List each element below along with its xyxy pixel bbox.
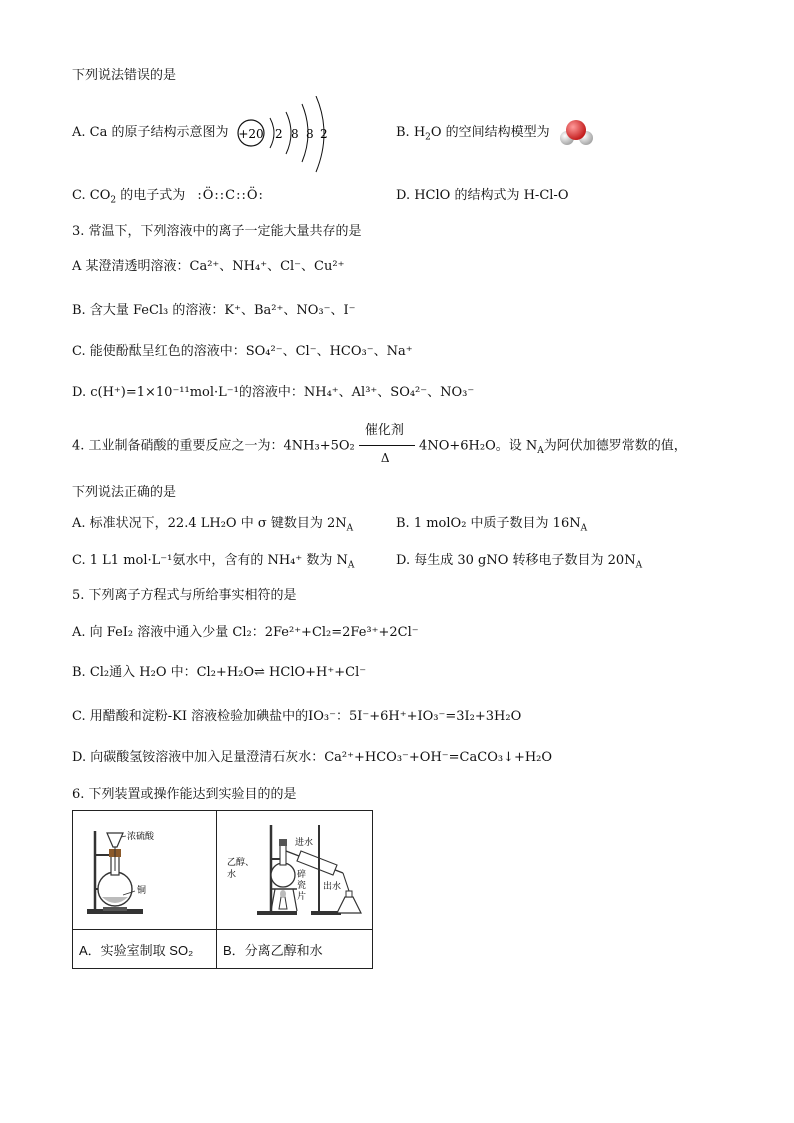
q4-stem: 4. 工业制备硝酸的重要反应之一为：4NH₃+5O₂ 催化剂 Δ 4NO+6H₂O。设 $N_A$为阿伏加德罗常数的值，	[72, 422, 687, 465]
nucleus-charge: +20	[238, 127, 264, 141]
shell-3: 8	[306, 127, 314, 141]
label-ethanol: 乙醇、	[227, 858, 255, 868]
label-broken-porcelain-3: 片	[297, 892, 307, 902]
apparatus-a-cell	[73, 811, 217, 930]
q3-option-d: D. c(H⁺)=1×10⁻¹¹mol·L⁻¹的溶液中：NH₄⁺、Al³⁺、SO₄²⁻、NO₃⁻	[72, 385, 475, 400]
shell-4: 2	[320, 127, 328, 141]
q5-stem: 5. 下列离子方程式与所给事实相符的是	[72, 588, 297, 603]
label-water: 水	[227, 870, 237, 880]
q4-option-c: C. 1 L1 mol·L⁻¹氨水中，含有的 NH₄⁺ 数为 $N_A$	[72, 553, 355, 571]
distillation-apparatus	[217, 811, 372, 925]
q2-option-b: B. $H_2O$ 的空间结构模型为	[396, 125, 550, 143]
q2-option-c: C. $CO_2$ 的电子式为 :Ö::C::Ö:	[72, 188, 264, 206]
q2-option-a-text: A. Ca 的原子结构示意图为	[72, 125, 229, 140]
shell-2: 8	[291, 127, 299, 141]
label-water-out: 出水	[323, 882, 342, 892]
q4-stem-2: 下列说法正确的是	[72, 485, 177, 500]
label-water-in: 进水	[295, 838, 314, 848]
water-molecule-model-icon	[558, 118, 594, 148]
q3-option-c: C. 能使酚酞呈红色的溶液中：SO₄²⁻、Cl⁻、HCO₃⁻、Na⁺	[72, 344, 413, 359]
q2-option-a	[72, 124, 228, 142]
q3-option-a: A 某澄清透明溶液：Ca²⁺、NH₄⁺、Cl⁻、Cu²⁺	[72, 259, 345, 274]
label-copper: 铜	[137, 886, 147, 896]
caption-a: A．实验室制取 SO₂	[73, 930, 217, 969]
apparatus-b-cell	[217, 811, 373, 930]
label-broken-porcelain-2: 瓷	[297, 881, 307, 891]
so2-generation-apparatus	[73, 811, 216, 925]
label-broken-porcelain-1: 碎	[297, 870, 307, 880]
q5-option-d: D. 向碳酸氢铵溶液中加入足量澄清石灰水：Ca²⁺+HCO₃⁻+OH⁻=CaCO₃↓+H₂O	[72, 750, 553, 765]
q5-option-a: A. 向 FeI₂ 溶液中通入少量 Cl₂：2Fe²⁺+Cl₂=2Fe³⁺+2Cl⁻	[72, 625, 419, 640]
shell-1: 2	[275, 127, 283, 141]
label-conc-sulfuric-acid: 浓硫酸	[127, 832, 155, 842]
q6-stem: 6. 下列装置或操作能达到实验目的的是	[72, 787, 297, 802]
q4-option-a: A. 标准状况下，22.4 LH₂O 中 σ 键数目为 $2N_A$	[72, 516, 354, 534]
q4-option-d: D. 每生成 30 gNO 转移电子数目为 $20N_A$	[396, 553, 643, 571]
q5-option-b: B. Cl₂通入 H₂O 中：Cl₂+H₂O⇌ HClO+H⁺+Cl⁻	[72, 665, 367, 680]
ca-atom-structure-diagram	[236, 96, 336, 174]
q4-option-b: B. 1 molO₂ 中质子数目为 $16N_A$	[396, 516, 588, 534]
q3-stem: 3. 常温下，下列溶液中的离子一定能大量共存的是	[72, 224, 362, 239]
co2-electron-formula: :Ö::C::Ö:	[197, 188, 264, 203]
reaction-condition-arrow: 催化剂 Δ	[359, 437, 415, 455]
q3-option-b: B. 含大量 FeCl₃ 的溶液：K⁺、Ba²⁺、NO₃⁻、I⁻	[72, 303, 356, 318]
q5-option-c: C. 用醋酸和淀粉-KI 溶液检验加碘盐中的IO₃⁻：5I⁻+6H⁺+IO₃⁻=3I₂+3H₂O	[72, 709, 522, 724]
question-intro: 下列说法错误的是	[72, 68, 177, 83]
apparatus-table	[72, 810, 373, 969]
q2-option-d: D. HClO 的结构式为 H-Cl-O	[396, 188, 569, 203]
caption-b: B．分离乙醇和水	[217, 930, 373, 969]
